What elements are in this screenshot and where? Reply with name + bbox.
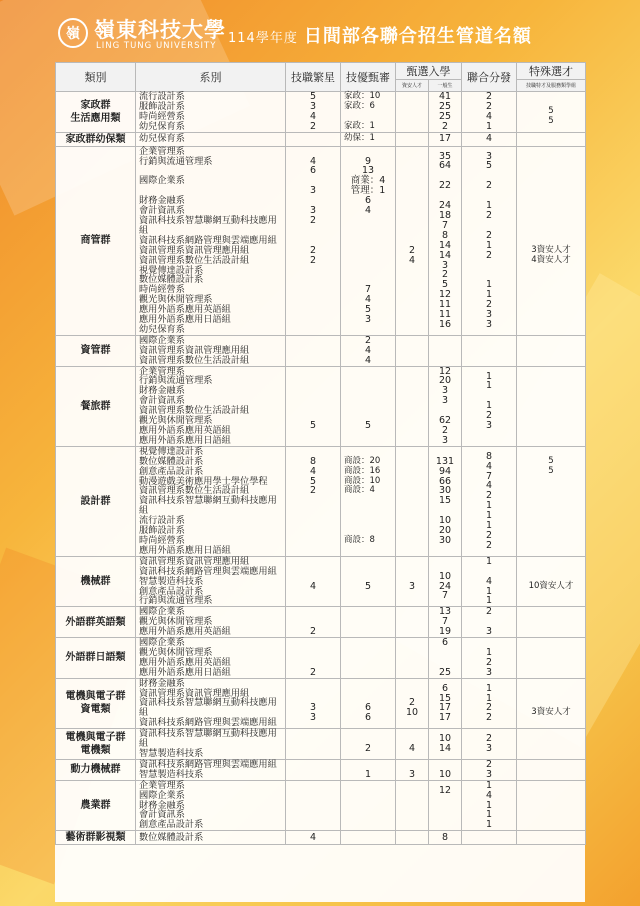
skill-star-cell: 2 bbox=[286, 607, 341, 638]
general-cell: 6 15 17 17 bbox=[429, 678, 462, 729]
department-cell: 企業管理系 國際企業系 財務金融系 會計資訊系 創意產品設計系 bbox=[136, 780, 286, 831]
department-cell: 數位媒體設計系 bbox=[136, 831, 286, 845]
table-row bbox=[56, 92, 586, 133]
special-cell: 10資安人才 bbox=[517, 556, 586, 607]
skill-talent-cell bbox=[341, 831, 396, 845]
joint-cell: 3 5 2 1 2 2 1 2 1 1 2 3 3 bbox=[462, 146, 517, 335]
header-skill-star: 技職繁星 bbox=[286, 63, 341, 92]
department-cell: 資訊管理系資訊管理應用組 資訊科技系網路管理與雲端應用組 智慧製造科技系 創意產品設計系 行銷與流通管理系 bbox=[136, 556, 286, 607]
joint-cell: 8 4 7 4 2 1 1 1 2 2 bbox=[462, 446, 517, 556]
special-cell bbox=[517, 638, 586, 679]
security-cell bbox=[396, 366, 429, 446]
skill-talent-cell: 幼保：1 bbox=[341, 132, 396, 146]
general-cell: 131 94 66 30 15 10 20 30 bbox=[429, 446, 462, 556]
special-cell bbox=[517, 335, 586, 366]
security-cell bbox=[396, 638, 429, 679]
special-cell bbox=[517, 366, 586, 446]
skill-star-cell bbox=[286, 335, 341, 366]
skill-talent-cell: 9 13 商業：4 管理：1 6 4 7 4 5 3 bbox=[341, 146, 396, 335]
department-cell: 資訊科技系智慧聯網互動科技應用組 智慧製造科技系 bbox=[136, 729, 286, 760]
category-cell: 農業群 bbox=[56, 780, 136, 831]
skill-star-cell: 5 bbox=[286, 366, 341, 446]
page-title: 114學年度 日間部各聯合招生管道名額 bbox=[228, 26, 532, 47]
general-cell: 8 bbox=[429, 831, 462, 845]
skill-star-cell: 3 3 bbox=[286, 678, 341, 729]
skill-talent-cell: 5 bbox=[341, 366, 396, 446]
category-cell: 家政群 生活應用類 bbox=[56, 92, 136, 133]
table-row bbox=[56, 146, 586, 335]
security-cell bbox=[396, 132, 429, 146]
general-cell: 10 14 bbox=[429, 729, 462, 760]
skill-star-cell: 4 bbox=[286, 556, 341, 607]
table-row bbox=[56, 638, 586, 679]
general-cell: 17 bbox=[429, 132, 462, 146]
quota-sheet bbox=[55, 62, 585, 902]
category-cell: 外語群英語類 bbox=[56, 607, 136, 638]
category-cell: 機械群 bbox=[56, 556, 136, 607]
department-cell: 視覺傳達設計系 數位媒體設計系 創意產品設計系 動漫遊戲美術應用學士學位學程 資訊管理系數位生活設計組 資訊科技系智慧聯網互動科技應用組 流行設計系 服飾設計系 時尚經營系 應用外語系應用日語組 bbox=[136, 446, 286, 556]
general-cell bbox=[429, 335, 462, 366]
security-cell bbox=[396, 446, 429, 556]
joint-cell: 2 3 bbox=[462, 759, 517, 780]
special-cell: 5 5 bbox=[517, 446, 586, 556]
header-selection-general: 一般生 bbox=[429, 80, 462, 92]
department-cell: 流行設計系 服飾設計系 時尚經營系 幼兒保育系 bbox=[136, 92, 286, 133]
skill-star-cell: 2 bbox=[286, 638, 341, 679]
skill-talent-cell: 2 4 4 bbox=[341, 335, 396, 366]
category-cell: 商管群 bbox=[56, 146, 136, 335]
category-cell: 電機與電子群 資電類 bbox=[56, 678, 136, 729]
table-row bbox=[56, 678, 586, 729]
skill-star-cell bbox=[286, 729, 341, 760]
joint-cell: 1 1 1 2 3 bbox=[462, 366, 517, 446]
security-cell bbox=[396, 607, 429, 638]
special-cell bbox=[517, 729, 586, 760]
skill-talent-cell bbox=[341, 780, 396, 831]
skill-star-cell: 4 6 3 3 2 2 2 bbox=[286, 146, 341, 335]
table-row bbox=[56, 759, 586, 780]
page-header bbox=[0, 0, 640, 62]
special-cell bbox=[517, 132, 586, 146]
header-joint: 聯合分發 bbox=[462, 63, 517, 92]
header-department: 系別 bbox=[136, 63, 286, 92]
header-special-sub: 技職特才及服務類學組 bbox=[517, 80, 586, 92]
security-cell bbox=[396, 780, 429, 831]
university-logo-icon: 嶺 bbox=[58, 18, 88, 48]
joint-cell: 1 4 1 1 bbox=[462, 556, 517, 607]
department-cell: 國際企業系 觀光與休閒管理系 應用外語系應用英語組 bbox=[136, 607, 286, 638]
skill-talent-cell bbox=[341, 607, 396, 638]
joint-cell: 4 bbox=[462, 132, 517, 146]
category-cell: 資管群 bbox=[56, 335, 136, 366]
security-cell: 2 10 bbox=[396, 678, 429, 729]
skill-talent-cell: 5 bbox=[341, 556, 396, 607]
security-cell bbox=[396, 335, 429, 366]
skill-talent-cell: 商設：20 商設：16 商設：10 商設：4 商設：8 bbox=[341, 446, 396, 556]
header-category: 類別 bbox=[56, 63, 136, 92]
category-cell: 動力機械群 bbox=[56, 759, 136, 780]
table-row bbox=[56, 132, 586, 146]
special-cell bbox=[517, 780, 586, 831]
special-cell bbox=[517, 759, 586, 780]
category-cell: 電機與電子群 電機類 bbox=[56, 729, 136, 760]
joint-cell: 1 1 2 2 bbox=[462, 678, 517, 729]
general-cell: 35 64 22 24 18 7 8 14 14 3 2 5 12 11 11 16 bbox=[429, 146, 462, 335]
general-cell: 6 25 bbox=[429, 638, 462, 679]
security-cell: 3 bbox=[396, 759, 429, 780]
table-row bbox=[56, 446, 586, 556]
security-cell: 2 4 bbox=[396, 146, 429, 335]
department-cell: 資訊科技系網路管理與雲端應用組 智慧製造科技系 bbox=[136, 759, 286, 780]
joint-cell: 2 3 bbox=[462, 729, 517, 760]
table-row bbox=[56, 831, 586, 845]
joint-cell: 2 2 4 1 bbox=[462, 92, 517, 133]
table-row bbox=[56, 780, 586, 831]
security-cell: 4 bbox=[396, 729, 429, 760]
general-cell: 12 bbox=[429, 780, 462, 831]
security-cell: 3 bbox=[396, 556, 429, 607]
special-cell: 3資安人才 bbox=[517, 678, 586, 729]
skill-talent-cell bbox=[341, 638, 396, 679]
department-cell: 企業管理系 行銷與流通管理系 國際企業系 財務金融系 會計資訊系 資訊科技系智慧聯網互動科技應用組 資訊科技系網路管理與雲端應用組 資訊管理系資訊管理應用組 資訊管理系數位生活設計組 視覺傳達設計系 數位媒體設計系 時尚經營系 觀光與休閒管理系 應用外語系應用英語組 應用外語系應用日語組 幼兒保育系 bbox=[136, 146, 286, 335]
general-cell: 10 24 7 bbox=[429, 556, 462, 607]
general-cell: 13 7 19 bbox=[429, 607, 462, 638]
table-row bbox=[56, 607, 586, 638]
general-cell: 10 bbox=[429, 759, 462, 780]
security-cell bbox=[396, 831, 429, 845]
skill-star-cell bbox=[286, 780, 341, 831]
header-skill-talent: 技優甄審 bbox=[341, 63, 396, 92]
category-cell: 家政群幼保類 bbox=[56, 132, 136, 146]
department-cell: 國際企業系 觀光與休閒管理系 應用外語系應用英語組 應用外語系應用日語組 bbox=[136, 638, 286, 679]
special-cell: 3資安人才 4資安人才 bbox=[517, 146, 586, 335]
category-cell: 藝術群影視類 bbox=[56, 831, 136, 845]
special-cell bbox=[517, 607, 586, 638]
special-cell: 5 5 bbox=[517, 92, 586, 133]
table-row bbox=[56, 335, 586, 366]
category-cell: 外語群日語類 bbox=[56, 638, 136, 679]
special-cell bbox=[517, 831, 586, 845]
skill-talent-cell: 2 bbox=[341, 729, 396, 760]
general-cell: 41 25 25 2 bbox=[429, 92, 462, 133]
joint-cell bbox=[462, 335, 517, 366]
skill-star-cell: 4 bbox=[286, 831, 341, 845]
header-selection: 甄選入學 bbox=[396, 63, 462, 80]
skill-talent-cell: 家政：10 家政：6 家政：1 bbox=[341, 92, 396, 133]
table-row bbox=[56, 556, 586, 607]
skill-star-cell: 8 4 5 2 bbox=[286, 446, 341, 556]
university-name-en: LING TUNG UNIVERSITY bbox=[96, 41, 217, 51]
category-cell: 設計群 bbox=[56, 446, 136, 556]
quota-table bbox=[55, 62, 586, 845]
table-row bbox=[56, 366, 586, 446]
skill-star-cell bbox=[286, 132, 341, 146]
general-cell: 12 20 3 3 62 2 3 bbox=[429, 366, 462, 446]
department-cell: 幼兒保育系 bbox=[136, 132, 286, 146]
skill-talent-cell: 1 bbox=[341, 759, 396, 780]
university-name: 嶺東科技大學 bbox=[94, 17, 226, 42]
department-cell: 財務金融系 資訊管理系資訊管理應用組 資訊科技系智慧聯網互動科技應用組 資訊科技系網路管理與雲端應用組 bbox=[136, 678, 286, 729]
table-row bbox=[56, 729, 586, 760]
category-cell: 餐旅群 bbox=[56, 366, 136, 446]
header-selection-security: 資安人才 bbox=[396, 80, 429, 92]
skill-star-cell bbox=[286, 759, 341, 780]
joint-cell: 1 4 1 1 1 bbox=[462, 780, 517, 831]
security-cell bbox=[396, 92, 429, 133]
skill-star-cell: 5 3 4 2 bbox=[286, 92, 341, 133]
joint-cell: 1 2 3 bbox=[462, 638, 517, 679]
header-special: 特殊選才 bbox=[517, 63, 586, 80]
joint-cell: 2 3 bbox=[462, 607, 517, 638]
skill-talent-cell: 6 6 bbox=[341, 678, 396, 729]
joint-cell bbox=[462, 831, 517, 845]
department-cell: 國際企業系 資訊管理系資訊管理應用組 資訊管理系數位生活設計組 bbox=[136, 335, 286, 366]
department-cell: 企業管理系 行銷與流通管理系 財務金融系 會計資訊系 資訊管理系數位生活設計組 觀光與休閒管理系 應用外語系應用英語組 應用外語系應用日語組 bbox=[136, 366, 286, 446]
